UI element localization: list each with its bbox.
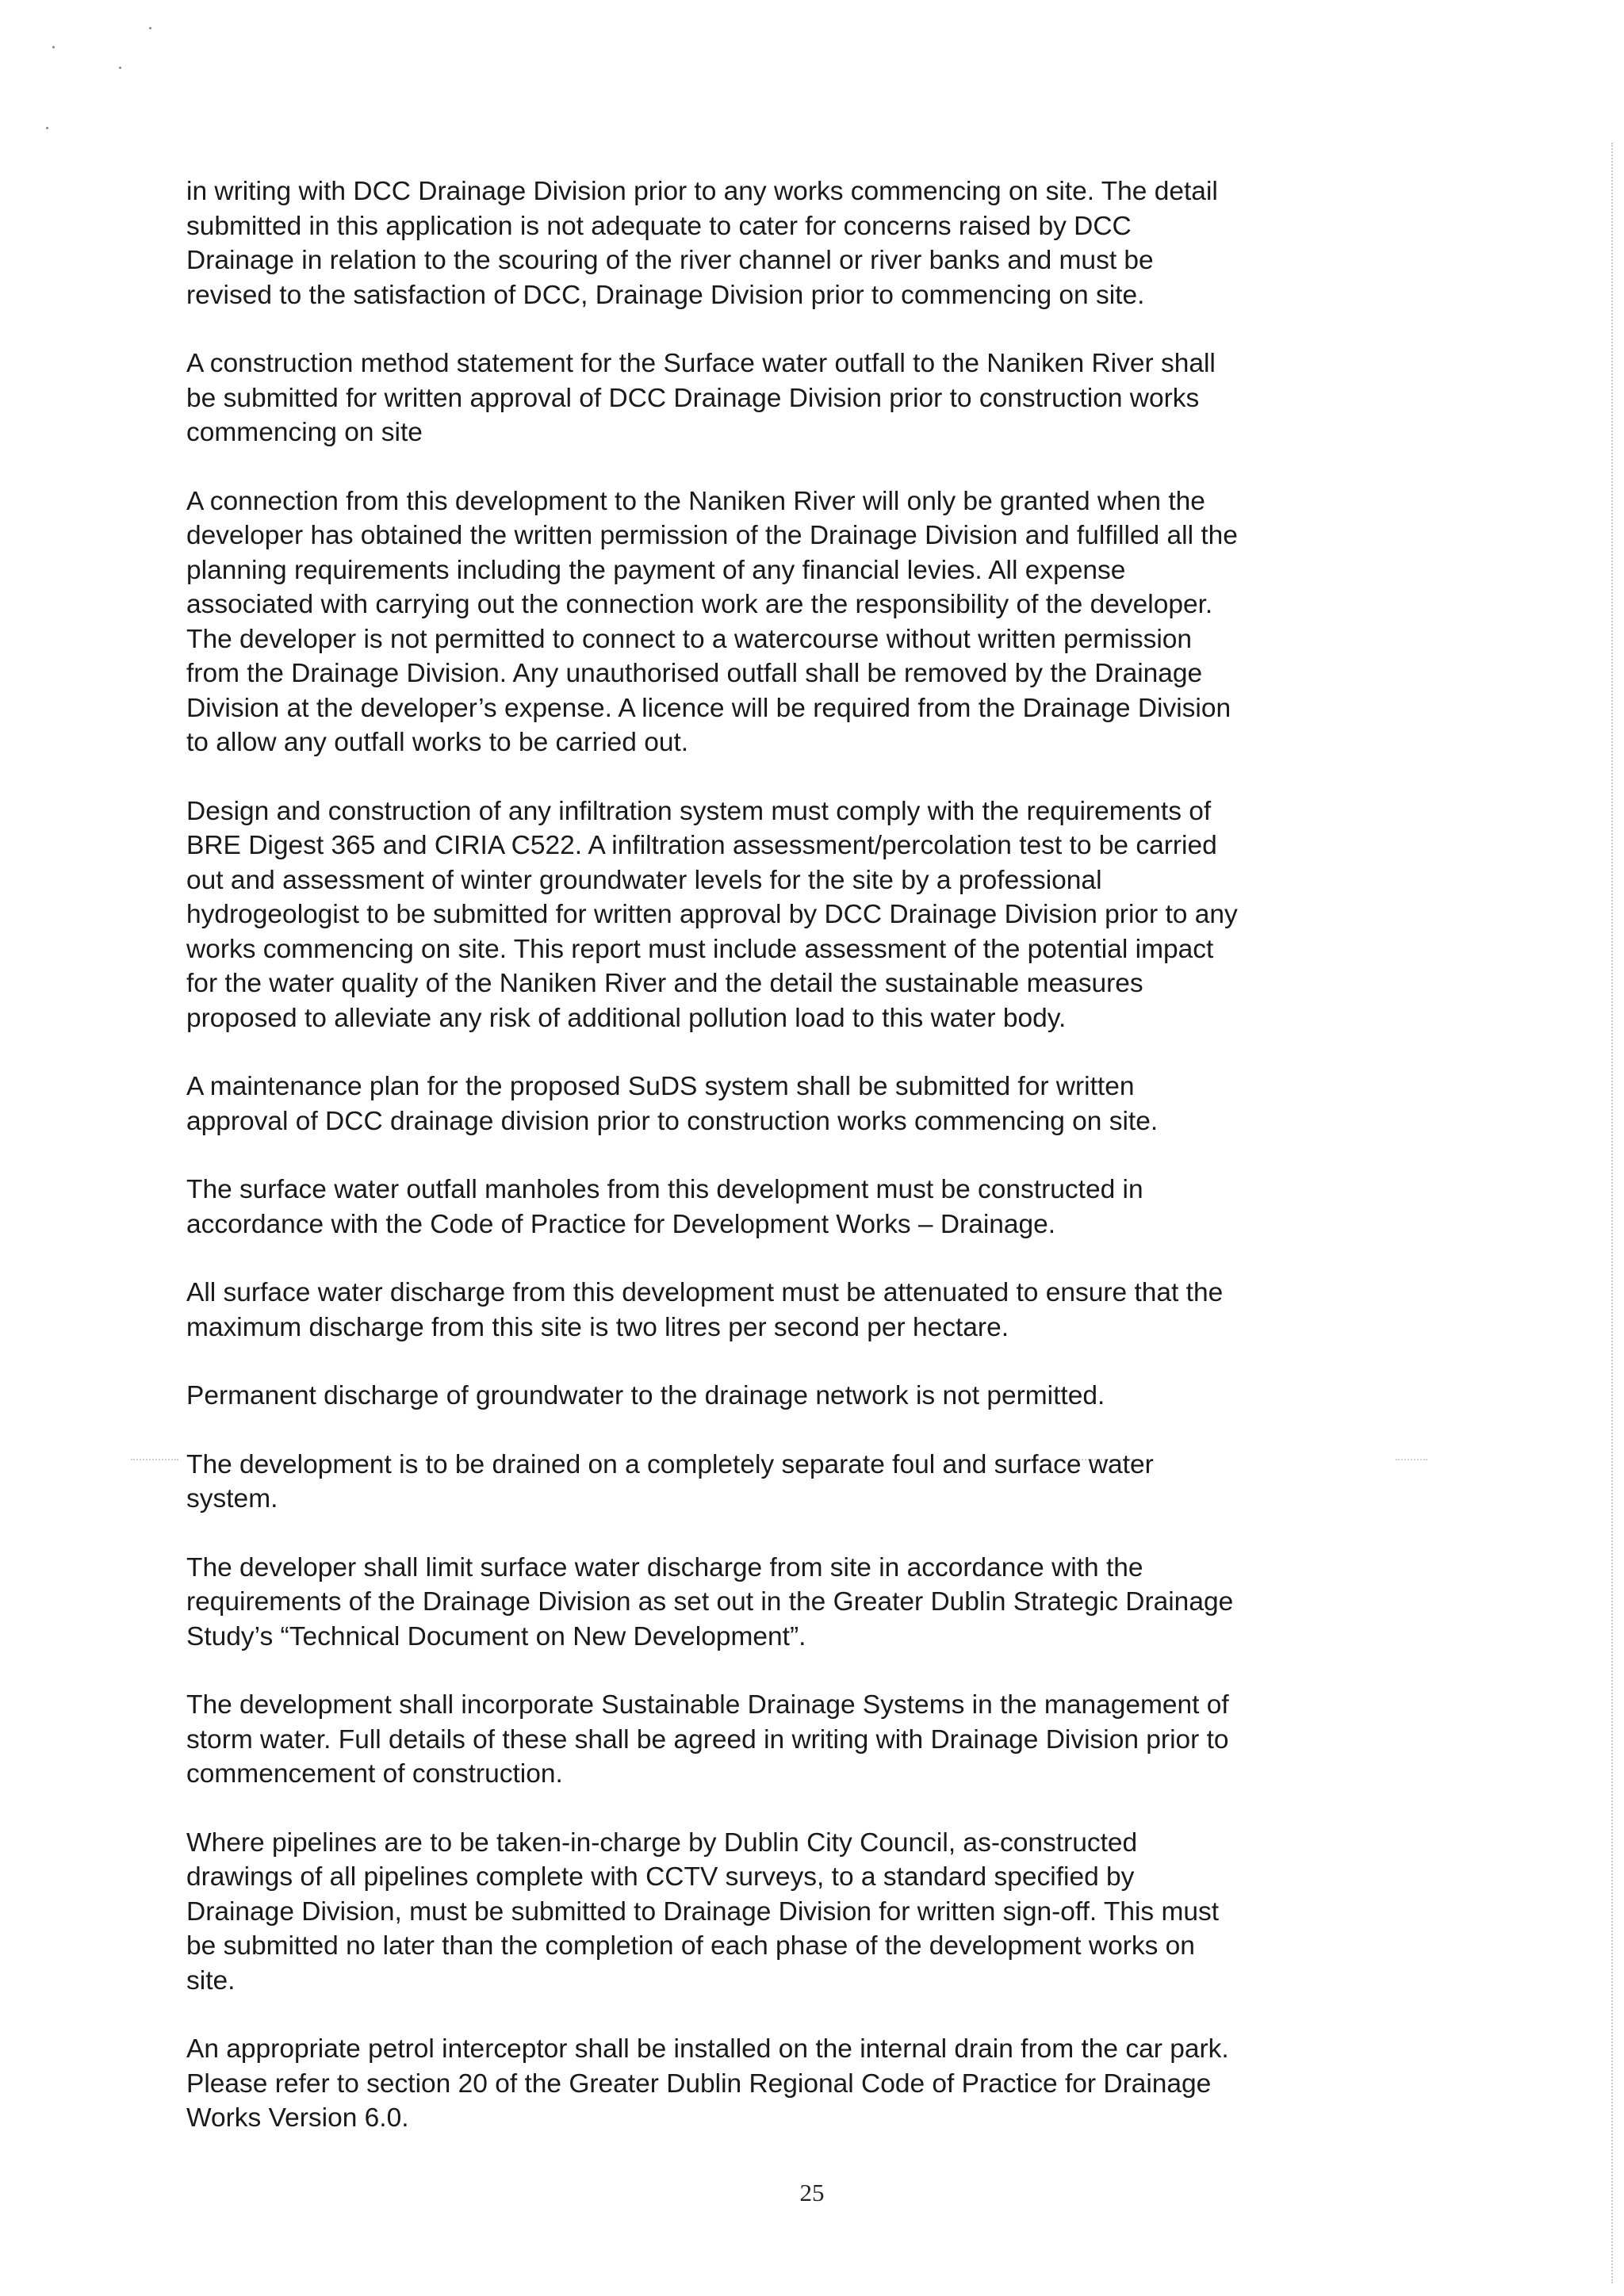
paragraph: The development is to be drained on a completely separate foul and surface water system.: [186, 1449, 1154, 1513]
paragraph: The development shall incorporate Sustainable Drainage Systems in the management of storm water. Full details of these shall be agreed in writing with Drainage Division prior to commencement of construction.: [186, 1690, 1229, 1789]
scan-edge: [1611, 143, 1613, 2283]
page-number: 25: [799, 2179, 825, 2206]
scan-speck: [52, 46, 55, 48]
scan-speck: [119, 67, 121, 69]
paragraph: All surface water discharge from this development must be attenuated to ensure that the maximum discharge from this site is two litres per second per hectare.: [186, 1278, 1224, 1342]
scan-artifact: [131, 1459, 178, 1460]
paragraph: Design and construction of any infiltration system must comply with the requirements of BRE Digest 365 and CIRIA C522. A infiltration assessment/percolation test to be carried out and assessment of winter groundwater levels for the site by a professional hydrogeologist to be submitted for written approval by DCC Drainage Division prior to any works commencing on site. This report must include assessment of the potential impact for the water quality of the Naniken River and the detail the sustainable measures proposed to alleviate any risk of additional pollution load to this water body.: [186, 796, 1238, 1033]
paragraph: in writing with DCC Drainage Division prior to any works commencing on site. The detail submitted in this application is not adequate to cater for concerns raised by DCC Drainage in relation to the scouring of the river channel or river banks and must be revised to the satisfaction of DCC, Drainage Division prior to commencing on site.: [186, 177, 1218, 310]
paragraph: The developer shall limit surface water discharge from site in accordance with the requirements of the Drainage Division as set out in the Greater Dublin Strategic Drainage Study’s “Technical Document on New Development”.: [186, 1552, 1234, 1651]
paragraph: The surface water outfall manholes from this development must be constructed in accordance with the Code of Practice for Development Works – Drainage.: [186, 1175, 1143, 1239]
scan-artifact: [1396, 1459, 1427, 1460]
document-body: [186, 174, 1392, 2170]
paragraph: A construction method statement for the Surface water outfall to the Naniken River shall be submitted for written approval of DCC Drainage Division prior to construction works commencing on site: [186, 349, 1216, 447]
scan-speck: [149, 27, 151, 29]
scan-speck: [46, 127, 48, 129]
paragraph: An appropriate petrol interceptor shall be installed on the internal drain from the car park. Please refer to section 20 of the Greater Dublin Regional Code of Practice for Drainage Works Version 6.0.: [186, 2034, 1229, 2133]
paragraph: Where pipelines are to be taken-in-charge by Dublin City Council, as-constructed drawings of all pipelines complete with CCTV surveys, to a standard specified by Drainage Division, must be submitted to Drainage Division for written sign-off. This must be submitted no later than the completion of each phase of the development works on site.: [186, 1827, 1220, 1996]
paragraph: A maintenance plan for the proposed SuDS system shall be submitted for written approval of DCC drainage division prior to construction works commencing on site.: [186, 1072, 1159, 1136]
paragraph: A connection from this development to the Naniken River will only be granted when the developer has obtained the written permission of the Drainage Division and fulfilled all the planning requirements including the payment of any financial levies. All expense associated with carrying out the connection work are the responsibility of the developer. The developer is not permitted to connect to a watercourse without written permission from the Drainage Division. Any unauthorised outfall shall be removed by the Drainage Division at the developer’s expense. A licence will be required from the Drainage Division to allow any outfall works to be carried out.: [186, 486, 1238, 757]
paragraph: Permanent discharge of groundwater to the drainage network is not permitted.: [186, 1381, 1105, 1410]
